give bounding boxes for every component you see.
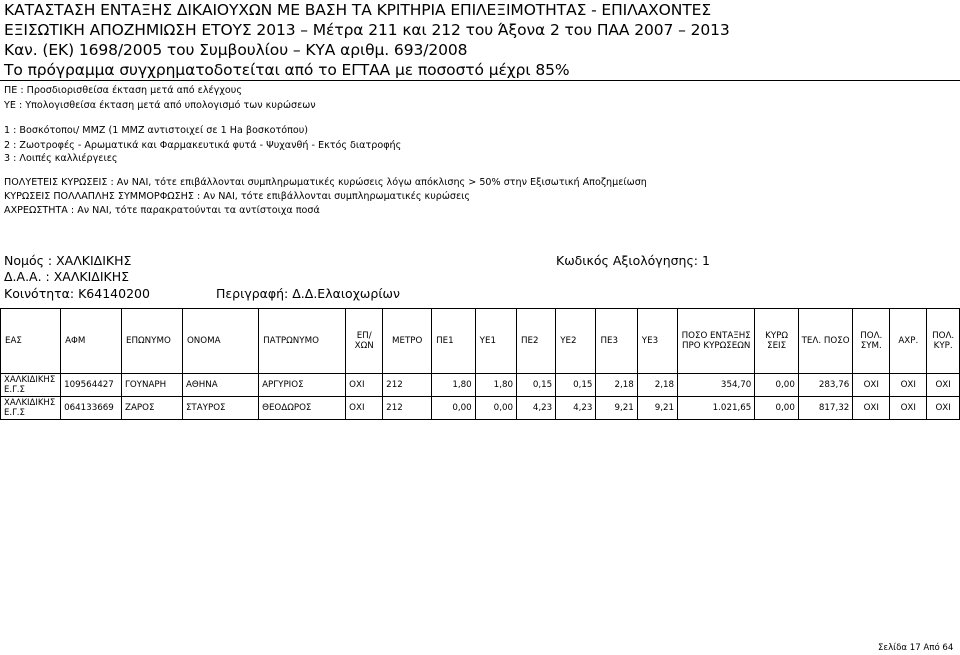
results-table xyxy=(0,308,960,420)
column-header: ΥΕ3 xyxy=(637,309,677,374)
cell-pol-kyr: ΟΧΙ xyxy=(927,374,960,397)
cell-pe3: 2,18 xyxy=(596,374,637,397)
cell-fathername: ΘΕΟΔΩΡΟΣ xyxy=(259,397,346,420)
cell-pe2: 0,15 xyxy=(517,374,556,397)
cell-ye3: 9,21 xyxy=(637,397,677,420)
column-header: ΠΟΛ. ΚΥΡ. xyxy=(927,309,960,374)
column-header: ΕΑΣ xyxy=(1,309,61,374)
column-header: ΟΝΟΜΑ xyxy=(182,309,258,374)
nomos-label: Νομός : ΧΑΛΚΙΔΙΚΗΣ xyxy=(4,253,132,268)
cell-amount-pre: 1.021,65 xyxy=(678,397,755,420)
cell-pe2: 4,23 xyxy=(517,397,556,420)
column-header: ΠΕ1 xyxy=(432,309,476,374)
table-header-row xyxy=(1,309,960,374)
cell-pe3: 9,21 xyxy=(596,397,637,420)
column-header: ΕΠ/ ΧΩΝ xyxy=(346,309,383,374)
legend-line: ΠΟΛΥΕΤΕΙΣ ΚΥΡΩΣΕΙΣ : Αν ΝΑΙ, τότε επιβάλλονται συμπληρωματικές κυρώσεις λόγω απόκλισης > 50% στην Εξισωτική Αποζημείωση xyxy=(4,177,647,188)
cell-amount-pre: 354,70 xyxy=(678,374,755,397)
column-header: ΠΑΤΡΩΝΥΜΟ xyxy=(259,309,346,374)
legend-line: 3 : Λοιπές καλλιέργειες xyxy=(4,153,118,164)
daa-label: Δ.Α.Α. : ΧΑΛΚΙΔΙΚΗΣ xyxy=(4,269,130,284)
header-title: ΚΑΤΑΣΤΑΣΗ ΕΝΤΑΞΗΣ ΔΙΚΑΙΟΥΧΩΝ ΜΕ ΒΑΣΗ ΤΑ ΚΡΙΤΗΡΙΑ ΕΠΙΛΕΞΙΜΟΤΗΤΑΣ - ΕΠΙΛΑΧΟΝΤΕΣ xyxy=(4,1,712,19)
cell-surname: ΓΟΥΝΑΡΗ xyxy=(122,374,183,397)
column-header: ΠΕ3 xyxy=(596,309,637,374)
legend-line: ΑΧΡΕΩΣΤΗΤΑ : Αν ΝΑΙ, τότε παρακρατούνται τα αντίστοιχα ποσά xyxy=(4,205,320,216)
cell-ye1: 1,80 xyxy=(475,374,516,397)
cell-pe1: 1,80 xyxy=(432,374,476,397)
legend-line: 1 : Βοσκότοποι/ ΜΜΖ (1 ΜΜΖ αντιστοιχεί σε 1 Ha βοσκοτόπου) xyxy=(4,125,309,136)
legend-line: ΚΥΡΩΣΕΙΣ ΠΟΛΛΑΠΛΗΣ ΣΥΜΜΟΡΦΩΣΗΣ : Αν ΝΑΙ, τότε επιβάλλονται συμπληρωματικές κυρώσεις xyxy=(4,191,471,202)
cell-eas: ΧΑΛΚΙΔΙΚΗΣ Ε.Γ.Σ xyxy=(1,374,61,397)
header-regulation: Καν. (ΕΚ) 1698/2005 του Συμβουλίου – ΚΥΑ αριθμ. 693/2008 xyxy=(4,41,468,59)
cell-afm: 109564427 xyxy=(61,374,122,397)
column-header: ΥΕ1 xyxy=(475,309,516,374)
description-label: Περιγραφή: Δ.Δ.Ελαιοχωρίων xyxy=(216,286,401,301)
legend-line: ΠΕ : Προσδιορισθείσα έκταση μετά από ελέγχους xyxy=(4,85,242,96)
page-number: Σελίδα 17 Από 64 xyxy=(878,643,954,653)
cell-final-amount: 283,76 xyxy=(798,374,852,397)
cell-pol-sym: ΟΧΙ xyxy=(853,374,890,397)
cell-penalties: 0,00 xyxy=(755,397,799,420)
cell-ye1: 0,00 xyxy=(475,397,516,420)
header-funding: Το πρόγραμμα συγχρηματοδοτείται από το ΕΓΤΑΑ με ποσοστό μέχρι 85% xyxy=(4,61,570,79)
document-header xyxy=(4,0,730,80)
cell-ye2: 0,15 xyxy=(556,374,596,397)
cell-pe1: 0,00 xyxy=(432,397,476,420)
cell-fathername: ΑΡΓΥΡΙΟΣ xyxy=(259,374,346,397)
cell-ep: ΟΧΙ xyxy=(346,374,383,397)
column-header: ΠΟΛ. ΣΥΜ. xyxy=(853,309,890,374)
cell-ye3: 2,18 xyxy=(637,374,677,397)
cell-metro: 212 xyxy=(383,397,432,420)
cell-eas: ΧΑΛΚΙΔΙΚΗΣ Ε.Γ.Σ xyxy=(1,397,61,420)
cell-axr: ΟΧΙ xyxy=(890,374,927,397)
cell-name: ΑΘΗΝΑ xyxy=(182,374,258,397)
column-header: ΠΕ2 xyxy=(517,309,556,374)
column-header: ΑΧΡ. xyxy=(890,309,927,374)
cell-ye2: 4,23 xyxy=(556,397,596,420)
cell-afm: 064133669 xyxy=(61,397,122,420)
cell-metro: 212 xyxy=(383,374,432,397)
legend-line: 2 : Ζωοτροφές - Αρωματικά και Φαρμακευτικά φυτά - Ψυχανθή - Εκτός διατροφής xyxy=(4,140,402,151)
cell-pol-kyr: ΟΧΙ xyxy=(927,397,960,420)
table-row xyxy=(1,374,960,397)
column-header: ΜΕΤΡΟ xyxy=(383,309,432,374)
cell-penalties: 0,00 xyxy=(755,374,799,397)
column-header: ΠΟΣΟ ΕΝΤΑΞΗΣ ΠΡΟ ΚΥΡΩΣΕΩΝ xyxy=(678,309,755,374)
header-subtitle: ΕΞΙΣΩΤΙΚΗ ΑΠΟΖΗΜΙΩΣΗ ΕΤΟΥΣ 2013 – Μέτρα 211 και 212 του Άξονα 2 του ΠΑΑ 2007 – 2013 xyxy=(4,21,730,39)
cell-name: ΣΤΑΥΡΟΣ xyxy=(182,397,258,420)
legend-line: ΥΕ : Υπολογισθείσα έκταση μετά από υπολογισμό των κυρώσεων xyxy=(4,100,316,111)
cell-axr: ΟΧΙ xyxy=(890,397,927,420)
column-header: ΤΕΛ. ΠΟΣΟ xyxy=(798,309,852,374)
cell-surname: ΖΑΡΟΣ xyxy=(122,397,183,420)
column-header: ΥΕ2 xyxy=(556,309,596,374)
cell-final-amount: 817,32 xyxy=(798,397,852,420)
column-header: ΑΦΜ xyxy=(61,309,122,374)
evaluation-code: Κωδικός Αξιολόγησης: 1 xyxy=(556,253,710,268)
legend-box xyxy=(0,80,960,306)
cell-ep: ΟΧΙ xyxy=(346,397,383,420)
column-header: ΚΥΡΩ ΣΕΙΣ xyxy=(755,309,799,374)
column-header: ΕΠΩΝΥΜΟ xyxy=(122,309,183,374)
community-label: Κοινότητα: K64140200 xyxy=(4,286,150,301)
cell-pol-sym: ΟΧΙ xyxy=(853,397,890,420)
table-row xyxy=(1,397,960,420)
